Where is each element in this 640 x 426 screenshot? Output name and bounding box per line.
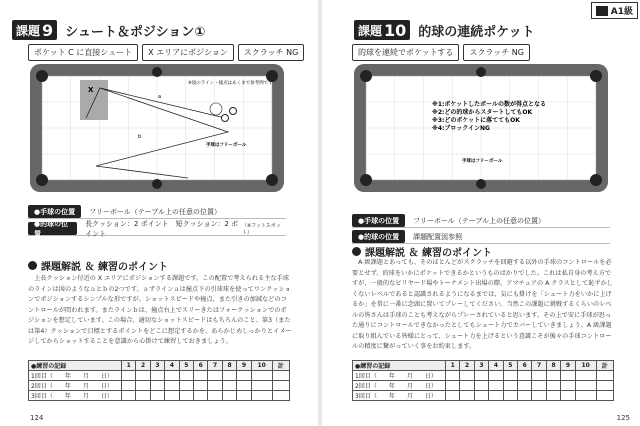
task-name: シュート＆ポジション① [65, 24, 206, 40]
record-cell[interactable] [194, 371, 208, 381]
pocket-d [266, 174, 278, 186]
record-header-cell: 2 [136, 361, 150, 371]
record-cell[interactable] [272, 391, 289, 401]
pool-table-diagram [28, 58, 286, 198]
body-text: A 級課題とあっても、そのほとんどがスクラッチを回避する以外の手球のコントロールを必要とせず、的球をいかにポケットできるかというものばかりでした。これは私自身の考え方ですが、一般的なビリヤード場やトーナメント出場の際、アマチュアの A クラスとして恥ずかしくないレベルであると認識されるようになるまでは、気にも掛けを「シュート力をいかに上げるか」を常に一番に念頭に置いてプレーしてください。当然この課題に挑戦するくらいのレベルの皆さんは手球のことも考えながらプレーされていると思います。その上で安に手球が思った通りにコントロールできなかったとしてもシュート力でカバーしていきましょう。A 級課題に取り組んでいる皆様にとって、シュート力を上げるという意識こそが後々の手球コントロールの精度に繋がっていく事をお約束します。 [352, 259, 613, 350]
tag: スクラッチ NG [238, 44, 305, 61]
cue-ball [222, 115, 229, 122]
tag: X エリアにポジション [142, 44, 234, 61]
section-heading [28, 258, 168, 273]
pocket-a [360, 70, 372, 82]
obj-pos-label: ●的球の位置 [28, 222, 77, 235]
record-cell[interactable] [446, 371, 460, 381]
record-header-row [29, 361, 290, 371]
record-cell[interactable] [237, 371, 251, 381]
record-header-cell: 6 [518, 361, 532, 371]
record-cell[interactable] [136, 391, 150, 401]
record-cell[interactable] [474, 391, 488, 401]
record-header-cell: ●練習の記録 [353, 361, 446, 371]
record-header-cell: 10 [251, 361, 272, 371]
record-cell[interactable] [251, 371, 272, 381]
pocket-c [590, 70, 602, 82]
record-header-cell: 4 [489, 361, 503, 371]
record-header-cell: 2 [460, 361, 474, 371]
cue-pos-value: フリーボール（テーブル上の任意の位置） [413, 216, 546, 225]
task-label: 課題 [16, 23, 41, 38]
record-cell[interactable] [251, 381, 272, 391]
record-cell[interactable] [237, 391, 251, 401]
record-cell[interactable] [222, 371, 236, 381]
record-cell[interactable] [474, 371, 488, 381]
record-cell[interactable] [165, 381, 179, 391]
record-cell[interactable] [546, 381, 560, 391]
record-cell[interactable] [518, 371, 532, 381]
record-header-row [353, 361, 614, 371]
record-cell[interactable] [474, 381, 488, 391]
section-heading [352, 244, 492, 259]
record-header-cell: 8 [222, 361, 236, 371]
record-cell[interactable] [122, 381, 136, 391]
record-cell[interactable] [222, 391, 236, 401]
obj-pos-label: ●的球の位置 [352, 230, 405, 243]
record-cell[interactable] [272, 381, 289, 391]
body-text: 上長クッション付近の X エリアにポジションする課題です。この配置で考えられる主な手球のラインは図のようなａとｂの2つです。ａずラインａは撞点下の引球球を使ってワンクッションでポジションするシンプルな形ですが、ショットスピードや撞点、また引きの加減などのコントロールが問われます。またラインｂは、撞点右上でスリーきたはフォークッションでのポジションを想定しています。この場合、適切なショットスピードはもちろんのこと、第3（または第4）クッションで目標とするポイントをどこに想定するかを、あらかじめしっかりとイメージしてからショットすることを意識から心掛けて練習しておきましょう。 [28, 275, 292, 345]
cue-ball-position [28, 205, 286, 219]
record-cell[interactable] [208, 381, 222, 391]
record-header-cell: 3 [474, 361, 488, 371]
record-cell[interactable] [136, 381, 150, 391]
level-label: A1級 [610, 7, 633, 17]
task-number: 9 [42, 20, 54, 40]
record-cell[interactable] [546, 371, 560, 381]
record-cell[interactable] [575, 371, 596, 381]
record-header-cell: 4 [165, 361, 179, 371]
record-header-cell: 10 [575, 361, 596, 371]
object-ball-position [28, 219, 286, 238]
pocket-e [476, 179, 486, 189]
record-cell[interactable] [532, 371, 546, 381]
practice-record-table [352, 360, 614, 401]
record-header-cell: 3 [150, 361, 164, 371]
record-cell[interactable] [596, 371, 613, 381]
record-row-label: 1回目（ 年 月 日） [353, 371, 446, 381]
record-cell[interactable] [150, 391, 164, 401]
task-name: 的球の連続ポケット [418, 24, 535, 40]
record-header-cell: 計 [272, 361, 289, 371]
record-cell[interactable] [179, 381, 193, 391]
cue-pos-label: ●手球の位置 [352, 214, 405, 227]
record-cell[interactable] [518, 391, 532, 401]
tag: 的球を連続でポケットする [352, 44, 459, 61]
obj-pos-value: 課題配置図参照 [413, 232, 463, 241]
record-row-label: 3回目（ 年 月 日） [353, 391, 446, 401]
line-b-label: b [138, 134, 142, 140]
page-number: 125 [616, 414, 630, 422]
record-cell[interactable] [503, 391, 517, 401]
table-row [353, 381, 614, 391]
record-cell[interactable] [237, 381, 251, 391]
rule-4: ※4:ブロックインNG [432, 125, 490, 132]
record-cell[interactable] [179, 371, 193, 381]
bullet-icon [28, 261, 37, 270]
record-cell[interactable] [460, 381, 474, 391]
record-cell[interactable] [194, 391, 208, 401]
pool-table-svg [28, 58, 286, 198]
pocket-f [360, 174, 372, 186]
task-number: 10 [384, 20, 407, 40]
table-row [353, 371, 614, 381]
record-cell[interactable] [460, 371, 474, 381]
record-header-cell: 9 [237, 361, 251, 371]
tag: スクラッチ NG [463, 44, 530, 61]
record-cell[interactable] [446, 391, 460, 401]
cue-pos-value: フリーボール（テーブル上の任意の位置） [89, 207, 222, 216]
record-cell[interactable] [446, 381, 460, 391]
record-cell[interactable] [518, 381, 532, 391]
record-cell[interactable] [179, 391, 193, 401]
record-cell[interactable] [251, 391, 272, 401]
record-cell[interactable] [165, 371, 179, 381]
record-header-cell: 5 [179, 361, 193, 371]
tip-position-icon [210, 103, 222, 115]
record-cell[interactable] [503, 381, 517, 391]
object-ball-position [352, 230, 610, 244]
record-cell[interactable] [532, 391, 546, 401]
task-badge [354, 20, 410, 40]
record-cell[interactable] [136, 371, 150, 381]
record-cell[interactable] [208, 391, 222, 401]
hand-ball-note: 手球はフリーボール [206, 143, 247, 148]
pool-table-diagram [352, 58, 610, 198]
record-header-cell: 8 [546, 361, 560, 371]
record-header-cell: 5 [503, 361, 517, 371]
task-badge [12, 20, 57, 40]
record-cell[interactable] [460, 391, 474, 401]
record-cell[interactable] [150, 371, 164, 381]
record-cell[interactable] [489, 381, 503, 391]
record-header-cell: 9 [561, 361, 575, 371]
table-row [29, 371, 290, 381]
rule-1: ※1:ポケットしたボールの数が得点となる [432, 101, 546, 108]
table-row [29, 381, 290, 391]
record-cell[interactable] [208, 371, 222, 381]
pocket-b [152, 67, 162, 77]
record-header-cell: ●練習の記録 [29, 361, 122, 371]
pocket-e [152, 179, 162, 189]
record-cell[interactable] [122, 371, 136, 381]
record-header-cell: 1 [122, 361, 136, 371]
record-cell[interactable] [165, 391, 179, 401]
record-cell[interactable] [596, 391, 613, 401]
record-cell[interactable] [575, 381, 596, 391]
record-row-label: 3回目（ 年 月 日） [29, 391, 122, 401]
diagram-note: ※図のライン・撞点はあくまで参考例です [188, 81, 273, 86]
record-cell[interactable] [489, 371, 503, 381]
record-cell[interactable] [150, 381, 164, 391]
record-cell[interactable] [596, 381, 613, 391]
record-cell[interactable] [489, 391, 503, 401]
bullet-icon [352, 247, 361, 256]
rule-3: ※3:どのポケットに落ててもOK [432, 117, 520, 124]
record-header-cell: 1 [446, 361, 460, 371]
right-page [320, 0, 640, 426]
record-header-cell: 6 [194, 361, 208, 371]
pocket-f [36, 174, 48, 186]
record-cell[interactable] [122, 391, 136, 401]
task-title [12, 20, 205, 40]
record-cell[interactable] [561, 371, 575, 381]
pocket-d [590, 174, 602, 186]
rule-2: ※2:どの的球からスタートしてもOK [432, 109, 533, 116]
object-ball [230, 108, 237, 115]
table-row [29, 391, 290, 401]
record-row-label: 2回目（ 年 月 日） [29, 381, 122, 391]
record-cell[interactable] [272, 371, 289, 381]
section-title: 課題解説 ＆ 練習のポイント [41, 262, 168, 273]
cue-pos-label: ●手球の位置 [28, 205, 81, 218]
record-header-cell: 計 [596, 361, 613, 371]
practice-record-table [28, 360, 290, 401]
record-header-cell: 7 [208, 361, 222, 371]
x-label: X [88, 86, 94, 94]
record-cell[interactable] [546, 391, 560, 401]
task-title [354, 20, 535, 40]
record-cell[interactable] [503, 371, 517, 381]
pocket-a [36, 70, 48, 82]
pocket-b [476, 67, 486, 77]
section-title: 課題解説 ＆ 練習のポイント [365, 248, 492, 259]
record-cell[interactable] [575, 391, 596, 401]
pool-table-svg [352, 58, 610, 198]
page-number: 124 [30, 414, 44, 422]
record-cell[interactable] [194, 381, 208, 391]
record-cell[interactable] [561, 381, 575, 391]
task-label: 課題 [358, 23, 383, 38]
obj-pos-note: （※フットスポット） [242, 222, 281, 236]
obj-pos-value: 長クッション：2 ポイント 短クッション：2 ポイント [85, 219, 239, 238]
line-a-label: a [158, 94, 162, 100]
table-row [353, 391, 614, 401]
record-cell[interactable] [222, 381, 236, 391]
record-cell[interactable] [532, 381, 546, 391]
cue-ball-position [352, 214, 610, 228]
tag: ポケット C に直接シュート [28, 44, 138, 61]
record-row-label: 1回目（ 年 月 日） [29, 371, 122, 381]
record-cell[interactable] [561, 391, 575, 401]
hand-ball-note: 手球はフリーボール [462, 159, 503, 164]
record-row-label: 2回目（ 年 月 日） [353, 381, 446, 391]
record-header-cell: 7 [532, 361, 546, 371]
